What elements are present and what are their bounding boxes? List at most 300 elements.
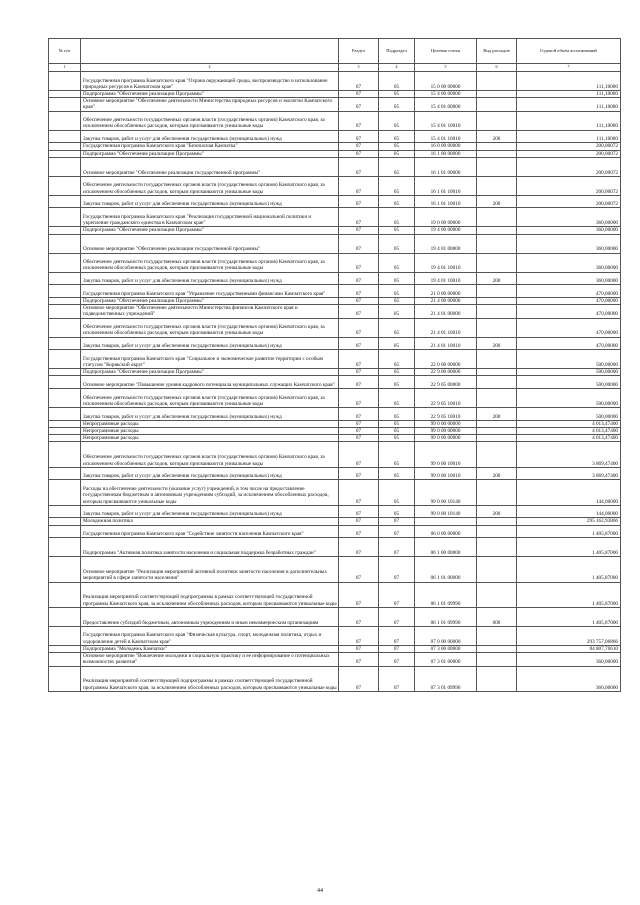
row-target-article: 07 3 01 00000 bbox=[415, 653, 477, 666]
row-expense-type bbox=[477, 297, 517, 304]
row-amount: 470,00000 bbox=[517, 305, 621, 318]
row-subsection: 05 bbox=[379, 408, 415, 421]
row-name: Закупка товаров, работ и услуг для обеспечения государственных (муниципальных) нужд bbox=[81, 408, 339, 421]
row-subsection: 05 bbox=[379, 505, 415, 518]
row-target-article: 06 1 00 00000 bbox=[415, 538, 477, 557]
row-subsection: 05 bbox=[379, 420, 415, 427]
table-row bbox=[49, 234, 621, 253]
row-number bbox=[49, 318, 81, 337]
column-number-row bbox=[49, 64, 621, 72]
row-subsection: 05 bbox=[379, 337, 415, 350]
row-number bbox=[49, 480, 81, 505]
row-amount: 360,00000 bbox=[517, 208, 621, 227]
row-target-article: 99 0 00 10140 bbox=[415, 505, 477, 518]
row-amount: 111,10000 bbox=[517, 90, 621, 97]
row-subsection: 07 bbox=[379, 525, 415, 538]
row-subsection: 05 bbox=[379, 305, 415, 318]
row-target-article: 19 4 01 10010 bbox=[415, 253, 477, 272]
row-number bbox=[49, 518, 81, 525]
table-row bbox=[49, 420, 621, 427]
row-expense-type bbox=[477, 98, 517, 111]
row-amount: 144,00000 bbox=[517, 480, 621, 505]
row-target-article: 99 0 00 10140 bbox=[415, 480, 477, 505]
row-amount: 1 405,87000 bbox=[517, 607, 621, 626]
header-name bbox=[81, 39, 339, 64]
row-number bbox=[49, 337, 81, 350]
budget-table bbox=[48, 38, 621, 692]
row-amount: 470,00000 bbox=[517, 297, 621, 304]
page-number: 44 bbox=[317, 888, 323, 894]
row-target-article: 15 4 01 00000 bbox=[415, 98, 477, 111]
row-subsection: 07 bbox=[379, 653, 415, 666]
row-target-article: 22 9 00 00000 bbox=[415, 369, 477, 376]
row-expense-type bbox=[477, 420, 517, 427]
row-section: 07 bbox=[339, 442, 379, 467]
row-expense-type bbox=[477, 305, 517, 318]
row-number bbox=[49, 408, 81, 421]
table-row bbox=[49, 150, 621, 157]
row-section: 07 bbox=[339, 582, 379, 607]
row-amount: 111,10000 bbox=[517, 111, 621, 130]
row-target-article: 06 1 01 09990 bbox=[415, 607, 477, 626]
row-section: 07 bbox=[339, 389, 379, 408]
row-name: Обеспечение деятельности государственных органов власти (государственных органов) Камчатского края, за исключением обособленных расходов, которым присваиваются уникальные коды bbox=[81, 389, 339, 408]
row-target-article: 16 0 00 00000 bbox=[415, 143, 477, 150]
row-expense-type bbox=[477, 645, 517, 652]
row-amount: 500,00000 bbox=[517, 350, 621, 369]
row-name: Обеспечение деятельности государственных органов власти (государственных органов) Камчатского края, за исключением обособленных расходов, которым присваиваются уникальные коды bbox=[81, 442, 339, 467]
row-number bbox=[49, 442, 81, 467]
row-target-article: 15 4 01 10010 bbox=[415, 130, 477, 143]
row-expense-type bbox=[477, 208, 517, 227]
table-row bbox=[49, 408, 621, 421]
row-section: 07 bbox=[339, 518, 379, 525]
row-expense-type: 200 bbox=[477, 337, 517, 350]
row-section: 07 bbox=[339, 525, 379, 538]
table-row bbox=[49, 272, 621, 285]
row-amount: 360,00000 bbox=[517, 227, 621, 234]
row-expense-type bbox=[477, 157, 517, 176]
row-section: 07 bbox=[339, 297, 379, 304]
row-name: Расходы на обеспечение деятельности (оказание услуг) учреждений, в том числе на предоставление государственным бюджетным и автономным учреждениям субсидий, за исключением обособленных расходов, которым присваиваются уникальные коды bbox=[81, 480, 339, 505]
table-row bbox=[49, 538, 621, 557]
row-amount: 200,00072 bbox=[517, 176, 621, 195]
row-target-article: 21 4 01 10010 bbox=[415, 337, 477, 350]
row-number bbox=[49, 607, 81, 626]
row-number bbox=[49, 435, 81, 442]
row-expense-type bbox=[477, 227, 517, 234]
row-amount: 3 869,47400 bbox=[517, 467, 621, 480]
row-name: Государственная программа Камчатского края "Охрана окружающей среды, воспроизводство и использование природных ресурсов в Камчатском крае" bbox=[81, 72, 339, 91]
row-name: Непрограммные расходы bbox=[81, 435, 339, 442]
row-amount: 111,10000 bbox=[517, 130, 621, 143]
row-expense-type bbox=[477, 176, 517, 195]
row-section: 07 bbox=[339, 253, 379, 272]
row-name: Государственная программа Камчатского края "Физическая культура, спорт, молодежная политика, отдых и оздоровление детей в Камчатском крае" bbox=[81, 626, 339, 645]
row-name: Подпрограмма "Обеспечение реализации Программы" bbox=[81, 227, 339, 234]
row-number bbox=[49, 582, 81, 607]
row-section: 07 bbox=[339, 227, 379, 234]
row-name: Подпрограмма "Молодежь Камчатки" bbox=[81, 645, 339, 652]
header-num: № п/п bbox=[49, 39, 81, 64]
row-amount: 470,00000 bbox=[517, 285, 621, 298]
row-number bbox=[49, 90, 81, 97]
row-expense-type bbox=[477, 557, 517, 582]
row-amount: 360,00000 bbox=[517, 234, 621, 253]
row-amount: 360,00000 bbox=[517, 666, 621, 691]
row-amount: 4 013,47400 bbox=[517, 435, 621, 442]
row-section: 07 bbox=[339, 143, 379, 150]
row-expense-type bbox=[477, 389, 517, 408]
row-number bbox=[49, 98, 81, 111]
table-row bbox=[49, 111, 621, 130]
row-name: Государственная программа Камчатского края "Реализация государственной национальной политики и укрепление гражданского единства в Камчатском крае" bbox=[81, 208, 339, 227]
row-amount: 200,00072 bbox=[517, 157, 621, 176]
row-section: 07 bbox=[339, 285, 379, 298]
row-section: 07 bbox=[339, 111, 379, 130]
row-target-article: 16 1 00 00000 bbox=[415, 150, 477, 157]
row-target-article: 19 4 01 10010 bbox=[415, 272, 477, 285]
row-section: 07 bbox=[339, 435, 379, 442]
row-number bbox=[49, 369, 81, 376]
table-row bbox=[49, 435, 621, 442]
table-row bbox=[49, 253, 621, 272]
row-expense-type: 600 bbox=[477, 607, 517, 626]
row-target-article: 99 0 00 00000 bbox=[415, 428, 477, 435]
row-amount: 111,10000 bbox=[517, 98, 621, 111]
table-row bbox=[49, 297, 621, 304]
row-section: 07 bbox=[339, 98, 379, 111]
row-name: Молодежная политика bbox=[81, 518, 339, 525]
table-row bbox=[49, 350, 621, 369]
table-row bbox=[49, 285, 621, 298]
row-expense-type bbox=[477, 369, 517, 376]
table-row bbox=[49, 505, 621, 518]
row-number bbox=[49, 467, 81, 480]
row-target-article bbox=[415, 518, 477, 525]
row-expense-type bbox=[477, 653, 517, 666]
row-section: 07 bbox=[339, 645, 379, 652]
row-section: 07 bbox=[339, 369, 379, 376]
row-subsection: 05 bbox=[379, 318, 415, 337]
row-number bbox=[49, 420, 81, 427]
row-section: 07 bbox=[339, 337, 379, 350]
header-target: Целевая статья bbox=[415, 39, 477, 64]
row-name: Государственная программа Камчатского края "Управление государственными финансами Камчатского края" bbox=[81, 285, 339, 298]
column-number: 2 bbox=[81, 64, 339, 72]
column-number: 1 bbox=[49, 64, 81, 72]
row-amount: 470,00000 bbox=[517, 337, 621, 350]
row-target-article: 21 4 01 00000 bbox=[415, 305, 477, 318]
row-target-article: 19 4 01 00000 bbox=[415, 234, 477, 253]
table-row bbox=[49, 518, 621, 525]
row-number bbox=[49, 234, 81, 253]
row-section: 07 bbox=[339, 318, 379, 337]
row-section: 07 bbox=[339, 150, 379, 157]
table-row bbox=[49, 376, 621, 389]
row-expense-type bbox=[477, 480, 517, 505]
row-subsection: 07 bbox=[379, 518, 415, 525]
row-subsection: 05 bbox=[379, 442, 415, 467]
row-section: 07 bbox=[339, 505, 379, 518]
row-number bbox=[49, 645, 81, 652]
row-number bbox=[49, 130, 81, 143]
row-name: Закупка товаров, работ и услуг для обеспечения государственных (муниципальных) нужд bbox=[81, 195, 339, 208]
row-subsection: 05 bbox=[379, 428, 415, 435]
row-subsection: 05 bbox=[379, 72, 415, 91]
row-amount: 293 757,06866 bbox=[517, 626, 621, 645]
row-expense-type bbox=[477, 428, 517, 435]
row-subsection: 05 bbox=[379, 253, 415, 272]
row-section: 07 bbox=[339, 653, 379, 666]
row-name: Закупка товаров, работ и услуг для обеспечения государственных (муниципальных) нужд bbox=[81, 272, 339, 285]
row-subsection: 07 bbox=[379, 538, 415, 557]
row-subsection: 05 bbox=[379, 234, 415, 253]
row-subsection: 05 bbox=[379, 435, 415, 442]
table-row bbox=[49, 557, 621, 582]
header-row bbox=[49, 39, 621, 64]
row-name: Подпрограмма "Обеспечение реализации Программы" bbox=[81, 297, 339, 304]
table-row bbox=[49, 305, 621, 318]
row-subsection: 05 bbox=[379, 176, 415, 195]
row-section: 07 bbox=[339, 305, 379, 318]
row-section: 07 bbox=[339, 272, 379, 285]
row-amount: 500,00000 bbox=[517, 389, 621, 408]
row-expense-type bbox=[477, 626, 517, 645]
header-section: Раздел bbox=[339, 39, 379, 64]
table-body bbox=[49, 72, 621, 692]
column-number: 4 bbox=[379, 64, 415, 72]
row-number bbox=[49, 428, 81, 435]
row-subsection: 05 bbox=[379, 480, 415, 505]
row-expense-type bbox=[477, 666, 517, 691]
row-target-article: 21 0 00 00000 bbox=[415, 285, 477, 298]
row-target-article: 19 0 00 00000 bbox=[415, 208, 477, 227]
row-number bbox=[49, 653, 81, 666]
row-expense-type bbox=[477, 582, 517, 607]
row-amount: 295 162,93866 bbox=[517, 518, 621, 525]
row-name: Государственная программа Камчатского края "Социальное и экономическое развитие территории с особым статусом "Корякский округ" bbox=[81, 350, 339, 369]
row-subsection: 07 bbox=[379, 557, 415, 582]
row-number bbox=[49, 389, 81, 408]
row-target-article: 21 4 01 10010 bbox=[415, 318, 477, 337]
row-name: Обеспечение деятельности государственных органов власти (государственных органов) Камчатского края, за исключением обособленных расходов, которым присваиваются уникальные коды bbox=[81, 318, 339, 337]
row-amount: 360,00000 bbox=[517, 653, 621, 666]
row-amount: 500,00000 bbox=[517, 376, 621, 389]
row-expense-type bbox=[477, 318, 517, 337]
row-section: 07 bbox=[339, 666, 379, 691]
row-section: 07 bbox=[339, 208, 379, 227]
row-subsection: 05 bbox=[379, 98, 415, 111]
row-subsection: 05 bbox=[379, 157, 415, 176]
row-subsection: 07 bbox=[379, 626, 415, 645]
row-name: Закупка товаров, работ и услуг для обеспечения государственных (муниципальных) нужд bbox=[81, 467, 339, 480]
row-subsection: 07 bbox=[379, 645, 415, 652]
row-name: Основное мероприятие "Обеспечение деятельности Министерства финансов Камчатского края и подведомственных учреждений" bbox=[81, 305, 339, 318]
row-name: Подпрограмма "Обеспечение реализации Программы" bbox=[81, 150, 339, 157]
row-expense-type: 200 bbox=[477, 272, 517, 285]
row-number bbox=[49, 376, 81, 389]
table-row bbox=[49, 72, 621, 91]
row-name: Обеспечение деятельности государственных органов власти (государственных органов) Камчатского края, за исключением обособленных расходов, которым присваиваются уникальные коды bbox=[81, 253, 339, 272]
row-subsection: 05 bbox=[379, 272, 415, 285]
row-expense-type bbox=[477, 253, 517, 272]
row-section: 07 bbox=[339, 428, 379, 435]
row-name: Государственная программа Камчатского края "Содействие занятости населения Камчатского края" bbox=[81, 525, 339, 538]
row-subsection: 05 bbox=[379, 195, 415, 208]
table-row bbox=[49, 442, 621, 467]
row-section: 07 bbox=[339, 480, 379, 505]
row-expense-type bbox=[477, 376, 517, 389]
row-number bbox=[49, 72, 81, 91]
row-amount: 470,00000 bbox=[517, 318, 621, 337]
row-section: 07 bbox=[339, 350, 379, 369]
row-expense-type bbox=[477, 150, 517, 157]
row-expense-type bbox=[477, 90, 517, 97]
row-name: Предоставление субсидий бюджетным, автономным учреждениям и иным некоммерческим организациям bbox=[81, 607, 339, 626]
row-name: Непрограммные расходы bbox=[81, 420, 339, 427]
row-amount: 1 405,87000 bbox=[517, 538, 621, 557]
row-name: Закупка товаров, работ и услуг для обеспечения государственных (муниципальных) нужд bbox=[81, 337, 339, 350]
row-expense-type bbox=[477, 234, 517, 253]
row-subsection: 05 bbox=[379, 143, 415, 150]
row-section: 07 bbox=[339, 90, 379, 97]
table-row bbox=[49, 195, 621, 208]
table-row bbox=[49, 157, 621, 176]
row-expense-type bbox=[477, 111, 517, 130]
row-expense-type: 200 bbox=[477, 505, 517, 518]
row-number bbox=[49, 195, 81, 208]
row-amount: 200,00072 bbox=[517, 150, 621, 157]
row-amount: 1 405,87000 bbox=[517, 525, 621, 538]
row-name: Подпрограмма "Активная политика занятости населения и социальная поддержка безработных граждан" bbox=[81, 538, 339, 557]
column-number: 6 bbox=[477, 64, 517, 72]
table-row bbox=[49, 626, 621, 645]
header-amount: Годовой объем ассигнований bbox=[517, 39, 621, 64]
row-number bbox=[49, 208, 81, 227]
table-row bbox=[49, 467, 621, 480]
row-section: 07 bbox=[339, 607, 379, 626]
row-expense-type bbox=[477, 435, 517, 442]
row-target-article: 07 0 00 00000 bbox=[415, 626, 477, 645]
row-section: 07 bbox=[339, 157, 379, 176]
row-number bbox=[49, 272, 81, 285]
row-expense-type bbox=[477, 518, 517, 525]
row-target-article: 22 0 00 00000 bbox=[415, 350, 477, 369]
row-target-article: 99 0 00 10010 bbox=[415, 467, 477, 480]
row-number bbox=[49, 557, 81, 582]
row-subsection: 05 bbox=[379, 208, 415, 227]
row-expense-type: 200 bbox=[477, 408, 517, 421]
row-number bbox=[49, 626, 81, 645]
row-target-article: 07 3 00 00000 bbox=[415, 645, 477, 652]
table-row bbox=[49, 208, 621, 227]
row-subsection: 05 bbox=[379, 297, 415, 304]
row-name: Основное мероприятие "Реализация мероприятий активной политики занятости населения и дополнительных мероприятий в сфере занятости населения" bbox=[81, 557, 339, 582]
row-target-article: 06 1 01 09990 bbox=[415, 582, 477, 607]
row-name: Обеспечение деятельности государственных органов власти (государственных органов) Камчатского края, за исключением обособленных расходов, которым присваиваются уникальные коды bbox=[81, 111, 339, 130]
row-amount: 84 807,76610 bbox=[517, 645, 621, 652]
row-expense-type bbox=[477, 72, 517, 91]
row-number bbox=[49, 285, 81, 298]
row-expense-type: 200 bbox=[477, 467, 517, 480]
row-expense-type bbox=[477, 525, 517, 538]
row-name: Непрограммные расходы bbox=[81, 428, 339, 435]
row-subsection: 05 bbox=[379, 389, 415, 408]
row-target-article: 15 0 00 00000 bbox=[415, 72, 477, 91]
column-number: 5 bbox=[415, 64, 477, 72]
table-row bbox=[49, 98, 621, 111]
column-number: 3 bbox=[339, 64, 379, 72]
row-name: Государственная программа Камчатского края "Безопасная Камчатка" bbox=[81, 143, 339, 150]
row-target-article: 99 0 00 00000 bbox=[415, 435, 477, 442]
row-target-article: 07 3 01 09990 bbox=[415, 666, 477, 691]
row-name: Реализация мероприятий соответствующей подпрограммы в рамках соответствующей государственной программы Камчатского края, за исключением обособленных расходов, которым присваиваются уникальные коды bbox=[81, 582, 339, 607]
row-number bbox=[49, 350, 81, 369]
table-row bbox=[49, 176, 621, 195]
row-subsection: 05 bbox=[379, 285, 415, 298]
row-number bbox=[49, 505, 81, 518]
row-number bbox=[49, 305, 81, 318]
row-name: Подпрограмма "Обеспечение реализации Программы" bbox=[81, 369, 339, 376]
row-section: 07 bbox=[339, 467, 379, 480]
row-section: 07 bbox=[339, 626, 379, 645]
row-section: 07 bbox=[339, 130, 379, 143]
row-amount: 1 405,87000 bbox=[517, 557, 621, 582]
table-row bbox=[49, 666, 621, 691]
row-amount: 111,10000 bbox=[517, 72, 621, 91]
header-expense: Вид расходов bbox=[477, 39, 517, 64]
row-name: Основное мероприятие "Обеспечение деятельности Министерства природных ресурсов и экологии Камчатского края" bbox=[81, 98, 339, 111]
row-amount: 500,00000 bbox=[517, 408, 621, 421]
row-subsection: 07 bbox=[379, 666, 415, 691]
row-target-article: 16 1 01 00000 bbox=[415, 157, 477, 176]
table-row bbox=[49, 428, 621, 435]
table-row bbox=[49, 143, 621, 150]
row-target-article: 22 9 05 10010 bbox=[415, 389, 477, 408]
row-section: 07 bbox=[339, 195, 379, 208]
row-target-article: 19 4 00 00000 bbox=[415, 227, 477, 234]
row-target-article: 99 0 00 00000 bbox=[415, 420, 477, 427]
row-expense-type bbox=[477, 538, 517, 557]
row-number bbox=[49, 253, 81, 272]
row-name: Реализация мероприятий соответствующей подпрограммы в рамках соответствующей государственной программы Камчатского края, за исключением обособленных расходов, которым присваиваются уникальные коды bbox=[81, 666, 339, 691]
row-name: Основное мероприятие "Вовлечение молодежи в социальную практику и ее информирование о потенциальных возможностях развития" bbox=[81, 653, 339, 666]
table-row bbox=[49, 90, 621, 97]
row-amount: 3 869,47400 bbox=[517, 442, 621, 467]
row-subsection: 05 bbox=[379, 376, 415, 389]
row-target-article: 06 1 01 00000 bbox=[415, 557, 477, 582]
table-row bbox=[49, 130, 621, 143]
row-amount: 360,00000 bbox=[517, 272, 621, 285]
row-section: 07 bbox=[339, 72, 379, 91]
row-number bbox=[49, 176, 81, 195]
row-expense-type: 200 bbox=[477, 195, 517, 208]
row-number bbox=[49, 227, 81, 234]
row-amount: 200,00072 bbox=[517, 143, 621, 150]
row-target-article: 16 1 01 10010 bbox=[415, 195, 477, 208]
row-target-article: 16 1 01 10010 bbox=[415, 176, 477, 195]
row-subsection: 05 bbox=[379, 369, 415, 376]
table-row bbox=[49, 369, 621, 376]
column-number: 7 bbox=[517, 64, 621, 72]
row-subsection: 05 bbox=[379, 150, 415, 157]
row-subsection: 05 bbox=[379, 90, 415, 97]
table-row bbox=[49, 389, 621, 408]
table-row bbox=[49, 227, 621, 234]
row-amount: 500,00000 bbox=[517, 369, 621, 376]
row-name: Обеспечение деятельности государственных органов власти (государственных органов) Камчатского края, за исключением обособленных расходов, которым присваиваются уникальные коды bbox=[81, 176, 339, 195]
